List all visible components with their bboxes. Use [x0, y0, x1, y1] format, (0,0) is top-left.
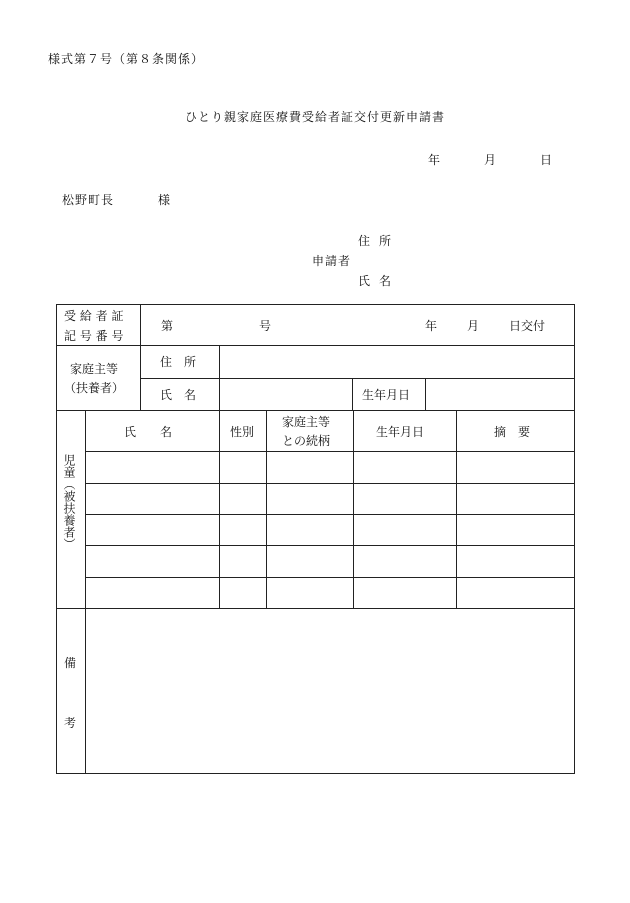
- cert-number-label-line1: 受 給 者 証: [64, 309, 124, 323]
- addressee-honorific: 様: [158, 193, 171, 207]
- notes-label-char1: 備: [64, 656, 77, 670]
- household-label-line2: （扶養者）: [64, 381, 125, 395]
- addressee: 松野町長: [62, 193, 115, 207]
- cert-issue-month: 月: [467, 319, 480, 333]
- date-day-label: 日: [540, 153, 553, 167]
- col-relation-header-line1: 家庭主等: [282, 415, 331, 429]
- col-birthdate-header: 生年月日: [376, 425, 425, 439]
- cert-issue-day: 日交付: [509, 319, 546, 333]
- date-month-label: 月: [484, 153, 497, 167]
- cert-number-go: 号: [259, 319, 272, 333]
- applicant-name-label: 氏名: [358, 274, 401, 288]
- household-birthdate-label: 生年月日: [362, 388, 411, 402]
- children-label: 児童（被扶養者）: [62, 454, 76, 550]
- cert-number-label-line2: 記 号 番 号: [64, 329, 124, 343]
- col-relation-header-line2: との続柄: [282, 434, 331, 448]
- col-name-header: 氏 名: [124, 425, 173, 439]
- form-number: 様式第７号（第８条関係）: [48, 52, 205, 66]
- date-year-label: 年: [428, 153, 441, 167]
- applicant-address-label: 住所: [358, 234, 401, 248]
- notes-label-char2: 考: [64, 716, 77, 730]
- application-form-table: [56, 304, 575, 774]
- cert-number-dai: 第: [161, 319, 174, 333]
- document-title: ひとり親家庭医療費受給者証交付更新申請書: [184, 110, 445, 124]
- household-label-line1: 家庭主等: [70, 362, 119, 376]
- table-grid: [56, 304, 575, 774]
- household-name-label: 氏 名: [160, 388, 197, 402]
- col-remarks-header: 摘 要: [494, 425, 531, 439]
- col-sex-header: 性別: [230, 425, 255, 439]
- cert-issue-year: 年: [425, 319, 438, 333]
- household-address-label: 住 所: [160, 355, 197, 369]
- applicant-label: 申請者: [312, 254, 352, 268]
